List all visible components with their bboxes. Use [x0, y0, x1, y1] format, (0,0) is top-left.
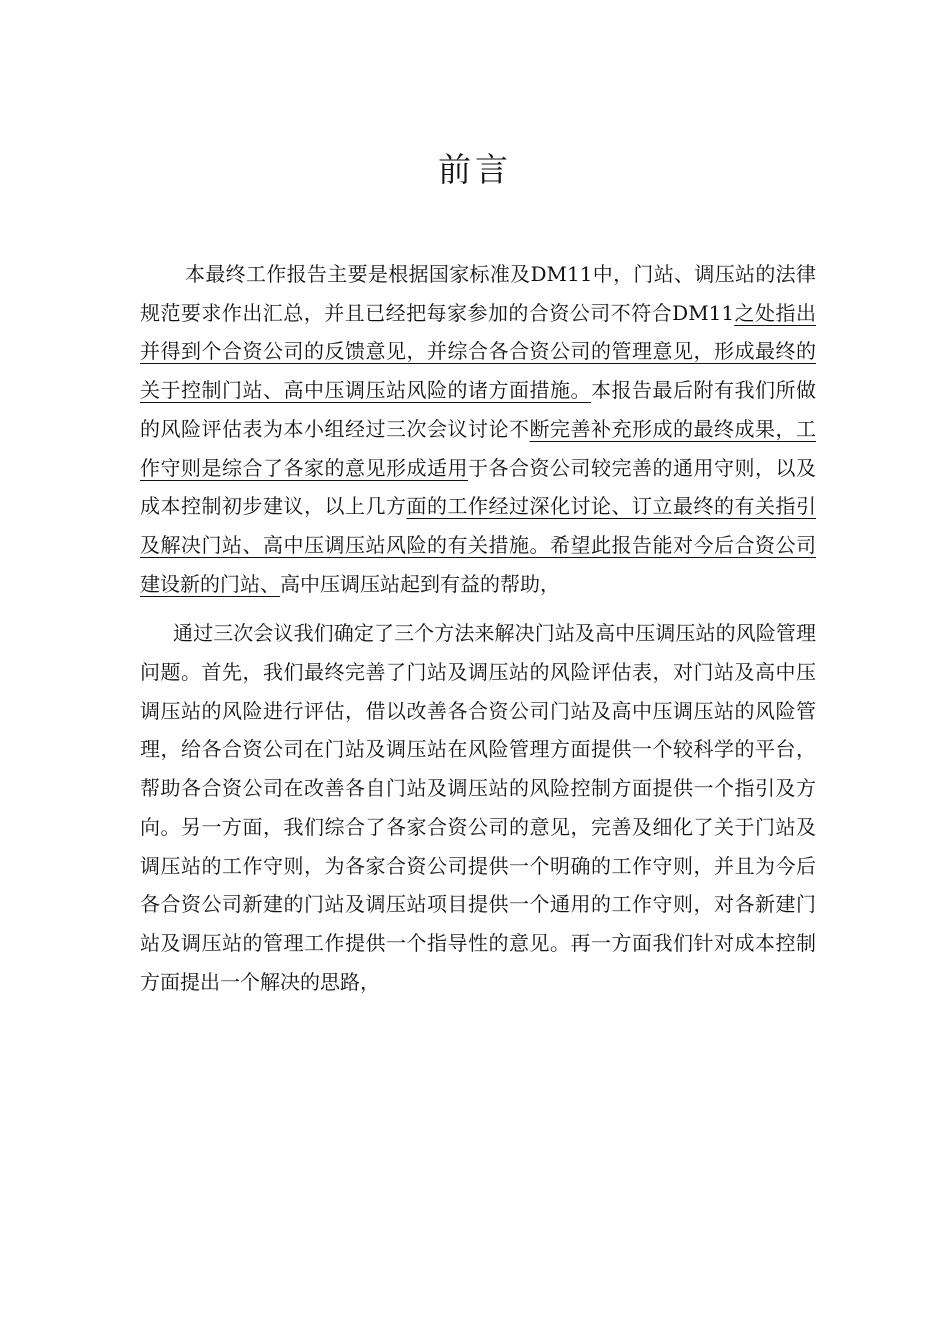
document-body — [140, 255, 816, 1001]
text-segment-plain: 本最终工作报告主要是根据国家标准及DM11中，门站、调压站的法律规范要求作出汇总，并且已经把每家参加的合资公司不符合DM11 — [140, 262, 816, 325]
paragraph-preface-intro — [140, 255, 816, 603]
text-segment-underlined: 面的工作经过深化讨论、订立最终的有关指引及解决门站、高中压调压站风险的有关措施。希望此报告能对今后合资公司建设新的门站、 — [140, 494, 816, 596]
page-title: 前言 — [438, 150, 512, 189]
text-segment-underlined: 断完善补充形成的最终成果，工作守则是综合了各家的意见形成适用 — [140, 416, 816, 480]
text-segment-underlined: 之处指出并得到个合资公司的反馈意见，并综合各合资公司的管理意见，形成最终的关于控制门站、高中压调压站风险的诸方面措施。 — [140, 300, 816, 403]
text-segment-plain: 于各合资公司较完善的通用守则，以及成本控制初步建议，以上几方 — [140, 455, 816, 519]
paragraph-three-methods: 通过三次会议我们确定了三个方法来解决门站及高中压调压站的风险管理问题。首先，我们最终完善了门站及调压站的风险评估表，对门站及高中压调压站的风险进行评估，借以改善各合资公司门站及高中压调压站的风险管理，给各合资公司在门站及调压站在风险管理方面提供一个较科学的平台，帮助各合资公司在改善各自门站及调压站的风险控制方面提供一个指引及方向。另一方面，我们综合了各家合资公司的意见，完善及细化了关于门站及调压站的工作守则，为各家合资公司提供一个明确的工作守则，并且为今后各合资公司新建的门站及调压站项目提供一个通用的工作守则，对各新建门站及调压站的管理工作提供一个指导性的意见。再一方面我们针对成本控制方面提出一个解决的思路， — [140, 621, 816, 994]
text-segment-plain: 高中压调压站起到有益的帮助， — [280, 571, 560, 596]
text-segment-plain: 本报告最后附有我们所做的风险评估表为本小组经过三次会议讨论不 — [140, 378, 816, 441]
